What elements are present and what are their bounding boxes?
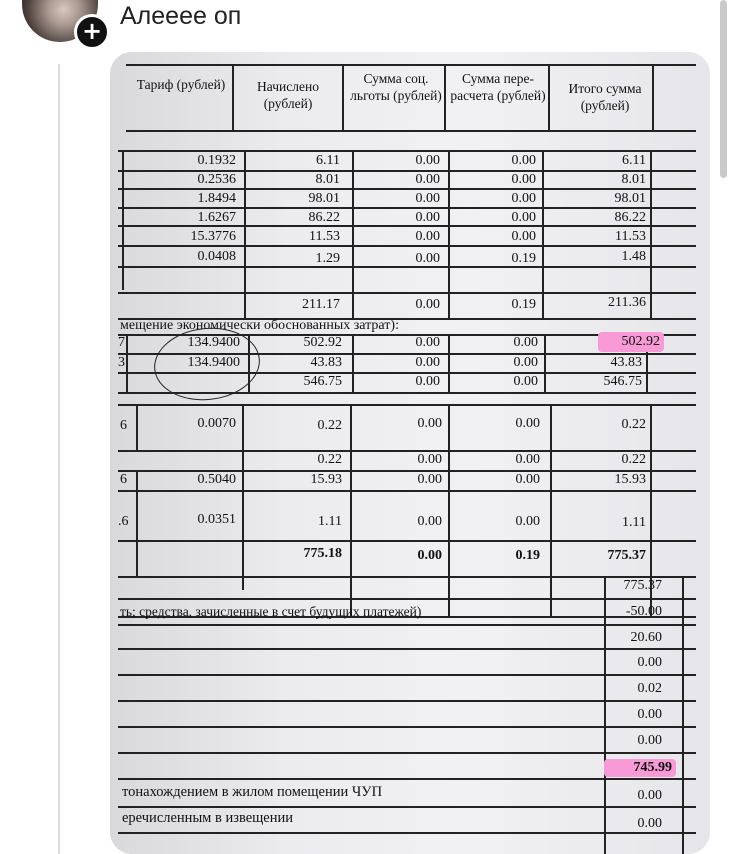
cell: 1.29 [315, 251, 340, 266]
cell: .6 [118, 514, 129, 529]
subtotal-recalc: 0.00 [513, 374, 538, 389]
cell: 0.22 [317, 418, 342, 433]
cell: 0.00 [417, 472, 442, 487]
cell: 43.83 [610, 355, 642, 370]
cell: 0.2536 [197, 172, 236, 187]
utility-bill-document [118, 58, 698, 854]
cell: 86.22 [614, 210, 646, 225]
cell: 0.00 [417, 514, 442, 529]
header-social: Сумма соц. льготы (рублей) [350, 71, 442, 103]
cell: 15.93 [310, 472, 342, 487]
cell: 0.00 [415, 229, 440, 244]
cell: 6.11 [622, 153, 646, 168]
cell: 0.00 [511, 191, 536, 206]
cell: 0.00 [511, 172, 536, 187]
summary-value: 20.60 [630, 630, 662, 645]
cell: 1.48 [621, 249, 646, 264]
cell: 15.3776 [190, 229, 236, 244]
cell: 1.11 [622, 515, 646, 530]
cell: 8.01 [315, 172, 340, 187]
cell: 0.00 [415, 355, 440, 370]
cell: 0.00 [513, 335, 538, 350]
summary-value: 0.00 [637, 655, 662, 670]
cell: 0.00 [415, 210, 440, 225]
highlighted-total: 502.92 [598, 332, 664, 352]
thread-line [58, 64, 60, 854]
cell: 86.22 [308, 210, 340, 225]
grand-total-total: 775.37 [607, 548, 646, 563]
cell: 7 [118, 335, 125, 350]
header-total: Итого сумма (рублей) [568, 81, 642, 113]
highlighted-amount-due: 745.99 [604, 759, 676, 777]
cell: 8.01 [621, 172, 646, 187]
cell: 43.83 [310, 355, 342, 370]
grand-total-recalc: 0.19 [515, 548, 540, 563]
subtotal-total: 546.75 [603, 374, 642, 389]
summary-label: еречисленным в извещении [122, 810, 294, 826]
header-charged: Начислено (рублей) [257, 79, 319, 111]
subtotal-social: 0.00 [415, 297, 440, 312]
cell: 0.00 [417, 416, 442, 431]
cell: 0.00 [415, 153, 440, 168]
cell: 1.8494 [197, 191, 236, 206]
plus-icon[interactable]: + [74, 14, 110, 50]
subtotal-charged: 546.75 [303, 374, 342, 389]
cell: 0.0351 [197, 512, 236, 527]
scrollbar[interactable] [720, 0, 727, 178]
subtotal-recalc: 0.00 [515, 452, 540, 467]
cell: 0.00 [415, 335, 440, 350]
cell: 1.11 [318, 514, 342, 529]
cell: 15.93 [614, 472, 646, 487]
header-recalc: Сумма пере- расчета (рублей) [450, 71, 546, 103]
avatar-container[interactable] [22, 0, 103, 45]
cell: 0.1932 [197, 153, 236, 168]
cell: 0.00 [511, 210, 536, 225]
cell: 0.22 [621, 417, 646, 432]
cell: 134.9400 [187, 355, 240, 370]
header-tariff: Тариф (рублей) [136, 77, 226, 92]
cell: 98.01 [614, 191, 646, 206]
grand-total-social: 0.00 [417, 548, 442, 563]
summary-value: 0.00 [637, 707, 662, 722]
cell: 0.00 [515, 472, 540, 487]
subtotal-total: 211.36 [608, 295, 646, 310]
summary-label: тонахождением в жилом помещении ЧУП [122, 784, 383, 800]
summary-value: 0.00 [637, 788, 662, 803]
summary-value: 0.02 [637, 681, 662, 696]
cell: 0.00 [415, 191, 440, 206]
cell: 0.19 [511, 251, 536, 266]
cell: 11.53 [615, 229, 646, 244]
username[interactable]: Алееее оп [120, 2, 242, 30]
cell: 6.11 [316, 153, 340, 168]
cell: 0.5040 [197, 472, 236, 487]
cell: 134.9400 [187, 335, 240, 350]
subtotal-charged: 211.17 [302, 297, 340, 312]
cell: 98.01 [308, 191, 340, 206]
cell: 0.00 [511, 153, 536, 168]
summary-value: 0.00 [637, 816, 662, 831]
cell: 502.92 [303, 335, 342, 350]
cell: 0.0408 [197, 249, 236, 264]
cell: 0.00 [513, 355, 538, 370]
cell: 0.00 [515, 514, 540, 529]
grand-total-charged: 775.18 [303, 546, 342, 561]
cell: 0.00 [415, 251, 440, 266]
summary-label: ть; средства, зачисленные в счет будущих платежей) [120, 604, 422, 619]
subtotal-total: 0.22 [621, 452, 646, 467]
subtotal-recalc: 0.19 [511, 297, 536, 312]
cell: 0.00 [511, 229, 536, 244]
cell: 1.6267 [197, 210, 236, 225]
summary-value: -50.00 [625, 604, 662, 619]
cell: 0.00 [515, 416, 540, 431]
subtotal-charged: 0.22 [317, 452, 342, 467]
cell: 0.0070 [197, 416, 236, 431]
cell: 11.53 [309, 229, 340, 244]
summary-value: 775.37 [623, 578, 662, 593]
section-label: мещение экономически обоснованных затрат): [120, 318, 399, 333]
cell: 6 [120, 418, 127, 433]
cell: 0.00 [415, 172, 440, 187]
cell: 3 [118, 355, 125, 370]
subtotal-social: 0.00 [415, 374, 440, 389]
subtotal-social: 0.00 [417, 452, 442, 467]
cell: 6 [120, 472, 127, 487]
summary-value: 0.00 [637, 733, 662, 748]
attached-photo[interactable] [110, 52, 710, 854]
